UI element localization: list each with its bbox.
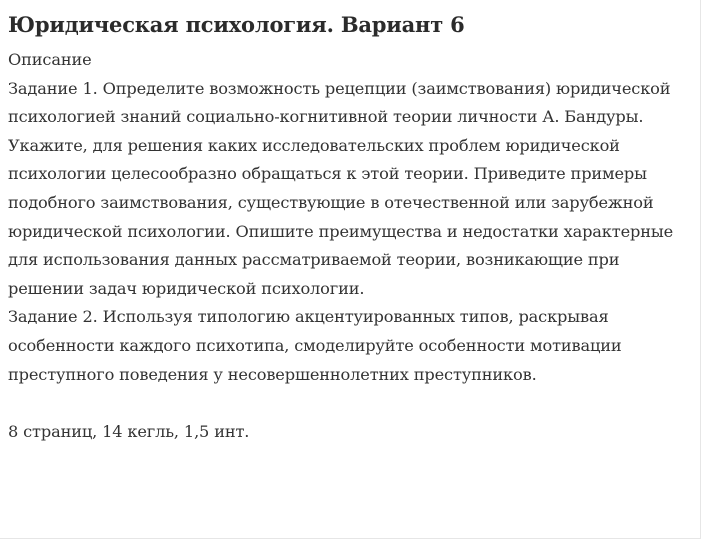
document-title: Юридическая психология. Вариант 6 (8, 12, 465, 37)
paragraph-gap (8, 389, 680, 418)
task-1-text: Задание 1. Определите возможность рецепции (заимствования) юридической психологией знаний социально-когнитивной теории личности А. Бандуры. Укажите, для решения каких исследовательских проблем юридической психологии целесообразно обращаться к этой теории. Приведите примеры подобного заимствования, существующие в отечественной или зарубежной юридической психологии. Опишите преимущества и недостатки характерные для использования данных рассматриваемой теории, возникающие при решении задач юридической психологии. (8, 78, 674, 298)
task-2-text: Задание 2. Используя типологию акцентуированных типов, раскрывая особенности каждого психотипа, смоделируйте особенности мотивации преступного поведения у несовершеннолетних преступников. (8, 307, 622, 384)
document-body (8, 46, 680, 446)
footer-note: 8 страниц, 14 кегль, 1,5 инт. (8, 421, 250, 441)
section-label: Описание (8, 50, 92, 69)
